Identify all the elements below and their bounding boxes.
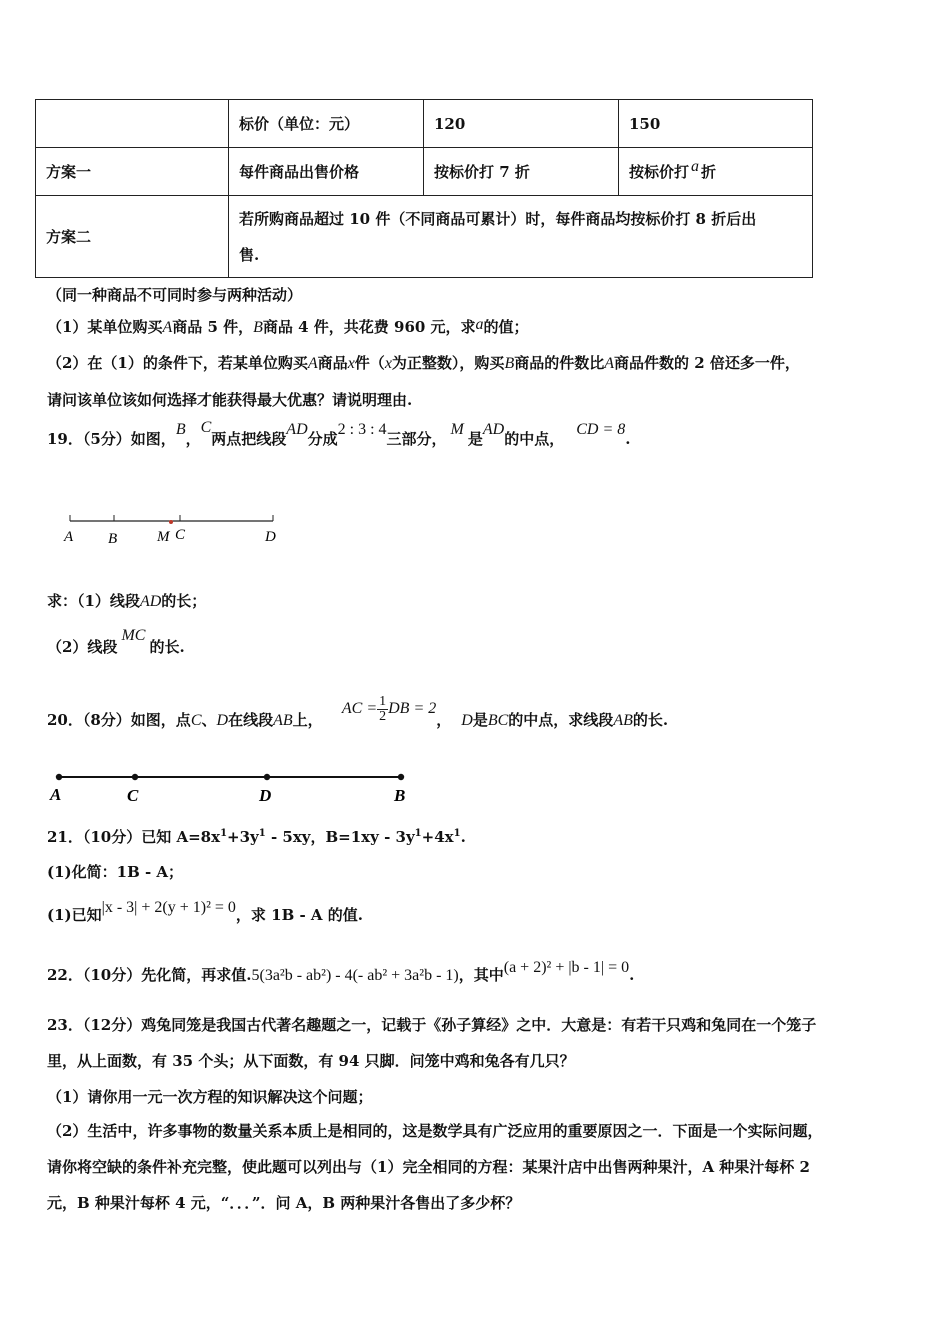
table-cell: 120 [424,100,619,148]
point-b [398,774,404,780]
exponent: 1 [414,828,422,839]
label-b: B [108,531,118,547]
fraction [377,695,388,724]
q19-sub2 [47,627,185,657]
pricing-table [35,99,813,278]
math-var: M [450,421,464,438]
text: 21．（10分）已知 A=8x [47,828,221,846]
math-var: B [175,421,186,438]
table-cell: 按标价打 7 折 [424,148,619,196]
point-d [264,774,270,780]
math-var: AD [139,593,162,610]
math-var: D [216,712,229,730]
math-var: AB [613,712,633,730]
text: 的长. [149,638,185,656]
math-expr: |x - 3| + 2(y + 1)² = 0 [101,899,236,916]
text: (1)已知 [47,906,102,924]
label-c: C [175,527,186,543]
text: 求：（1）线段 [47,592,140,610]
cell-text: 若所购商品超过 10 件（不同商品可累计）时，每件商品均按标价打 8 折后出 [239,209,757,228]
math-var: MC [121,627,146,644]
q21-stem [47,826,466,847]
math-var: C [190,712,202,730]
table-row [36,196,813,278]
text: +3y [227,828,259,846]
table-row [36,148,813,196]
text: . [625,430,631,448]
text: ，求 1B - A 的值. [235,906,363,924]
q23-line5: 请你将空缺的条件补充完整，使此题可以列出与（1）完全相同的方程：某果汁店中出售两种果汁，A 种果汁每杯 2 [47,1158,810,1176]
label-c: C [127,786,139,805]
q23-line3: （1）请你用一元一次方程的知识解决这个问题； [47,1088,373,1106]
text: 、 [201,711,217,730]
math-var: a [475,316,484,333]
text: ，其中 [458,966,504,984]
table-cell: 方案一 [36,148,229,196]
point-a [56,774,62,780]
q18-part3: 请问该单位该如何选择才能获得最大优惠？请说明理由. [47,391,413,409]
math-var: AD [482,421,505,438]
math-var: AD [286,421,308,438]
text: 件（ [354,354,385,372]
math-expr: 5(3a²b - ab²) - 4(- ab² + 3a²b - 1) [251,967,459,984]
text: （1）某单位购买 [47,318,163,336]
text: 分成 [307,430,338,448]
q18-part2 [47,352,800,373]
table-cell: 每件商品出售价格 [229,148,424,196]
table-row [36,100,813,148]
q18-part1 [47,316,529,337]
text: 在线段 [228,711,274,730]
math-var: x [384,355,392,372]
fraction-numerator: 1 [379,694,387,709]
text: 上， [292,711,323,730]
text: ， [436,711,452,730]
text: 19．（5分）如图， [47,430,176,448]
text: 为正整数），购买 [391,354,505,372]
label-d: D [265,529,276,545]
math-expr-right: DB = 2 [388,700,437,718]
text: （2）线段 [47,638,118,656]
math-var: BC [487,712,509,730]
table-cell: 方案二 [36,196,229,278]
exponent: 1 [258,828,266,839]
text: 的中点，求线段 [508,711,614,730]
q20-stem [47,694,669,736]
fraction-denominator: 2 [379,709,387,724]
text: （2）在（1）的条件下，若某单位购买 [47,354,308,372]
q19-sub1 [47,590,206,611]
cell-text: 售. [239,245,260,264]
exponent: 1 [220,828,228,839]
math-var: D [461,712,473,730]
math-var: A [604,355,615,372]
table-cell [229,196,813,278]
table-cell [619,148,813,196]
text: 20．（8分）如图，点 [47,711,191,730]
cell-text: 折 [701,163,717,181]
label-d: D [259,786,272,805]
text: 商品 5 件， [172,318,254,336]
q22-stem [47,959,635,985]
text: 的中点， [504,430,565,448]
text: . [460,828,466,846]
table-cell: 标价（单位：元） [229,100,424,148]
label-a: A [50,785,62,804]
q19-segment-figure [60,505,300,550]
text: 的值； [483,318,529,336]
text: 商品 [317,354,348,372]
math-expr: CD = 8 [576,421,626,438]
math-var: A [162,319,173,336]
text: 商品的件数比 [514,354,605,372]
label-m: M [157,529,170,545]
math-var: C [200,419,212,436]
q21-part1: (1)化简：1B - A； [47,863,184,881]
text: +4x [421,828,454,846]
math-expr: (a + 2)² + |b - 1| = 0 [503,959,630,976]
text: 两点把线段 [211,430,287,448]
q20-segment-figure [48,765,418,807]
text: 的长. [632,711,669,730]
q21-part2 [47,899,363,925]
text: - 5xy，B=1xy - 3y [265,828,415,846]
text: 是 [472,711,488,730]
label-a: A [64,529,74,545]
q23-line6: 元，B 种果汁每杯 4 元，“．．．”．问 A，B 两种果汁各售出了多少杯？ [47,1194,521,1212]
math-var: AB [273,712,293,730]
cell-text: 按标价打 [629,163,690,181]
text: 是 [467,430,483,448]
text: 三部分， [386,430,447,448]
q23-line1: 23．（12分）鸡兔同笼是我国古代著名趣题之一，记载于《孙子算经》之中．大意是：有若干只鸡和兔同在一个笼子 [47,1016,817,1034]
point-c [132,774,138,780]
q19-stem [47,419,631,449]
text: 的长； [161,592,207,610]
table-cell: 150 [619,100,813,148]
math-var: x [347,355,355,372]
math-var: a [691,158,700,175]
text: 商品件数的 2 倍还多一件， [614,354,800,372]
text: . [629,966,635,984]
exponent: 1 [453,828,461,839]
q23-line4: （2）生活中，许多事物的数量关系本质上是相同的，这是数学具有广泛应用的重要原因之一．下面是一个实际问题， [47,1122,823,1140]
math-var: B [504,355,515,372]
text: 商品 4 件，共花费 960 元，求 [262,318,476,336]
math-expr: 2 : 3 : 4 [337,421,387,438]
q18-note: （同一种商品不可同时参与两种活动） [47,286,303,304]
table-cell [36,100,229,148]
label-b: B [394,786,406,805]
q23-line2: 里，从上面数，有 35 个头；从下面数，有 94 只脚．问笼中鸡和兔各有几只？ [47,1052,575,1070]
math-expr [341,694,437,724]
math-expr-left: AC = [341,700,378,718]
math-var: A [307,355,318,372]
text: ， [185,430,201,448]
text: 22．（10分）先化简，再求值. [47,966,252,984]
point-m [169,520,173,524]
math-var: B [253,319,263,336]
